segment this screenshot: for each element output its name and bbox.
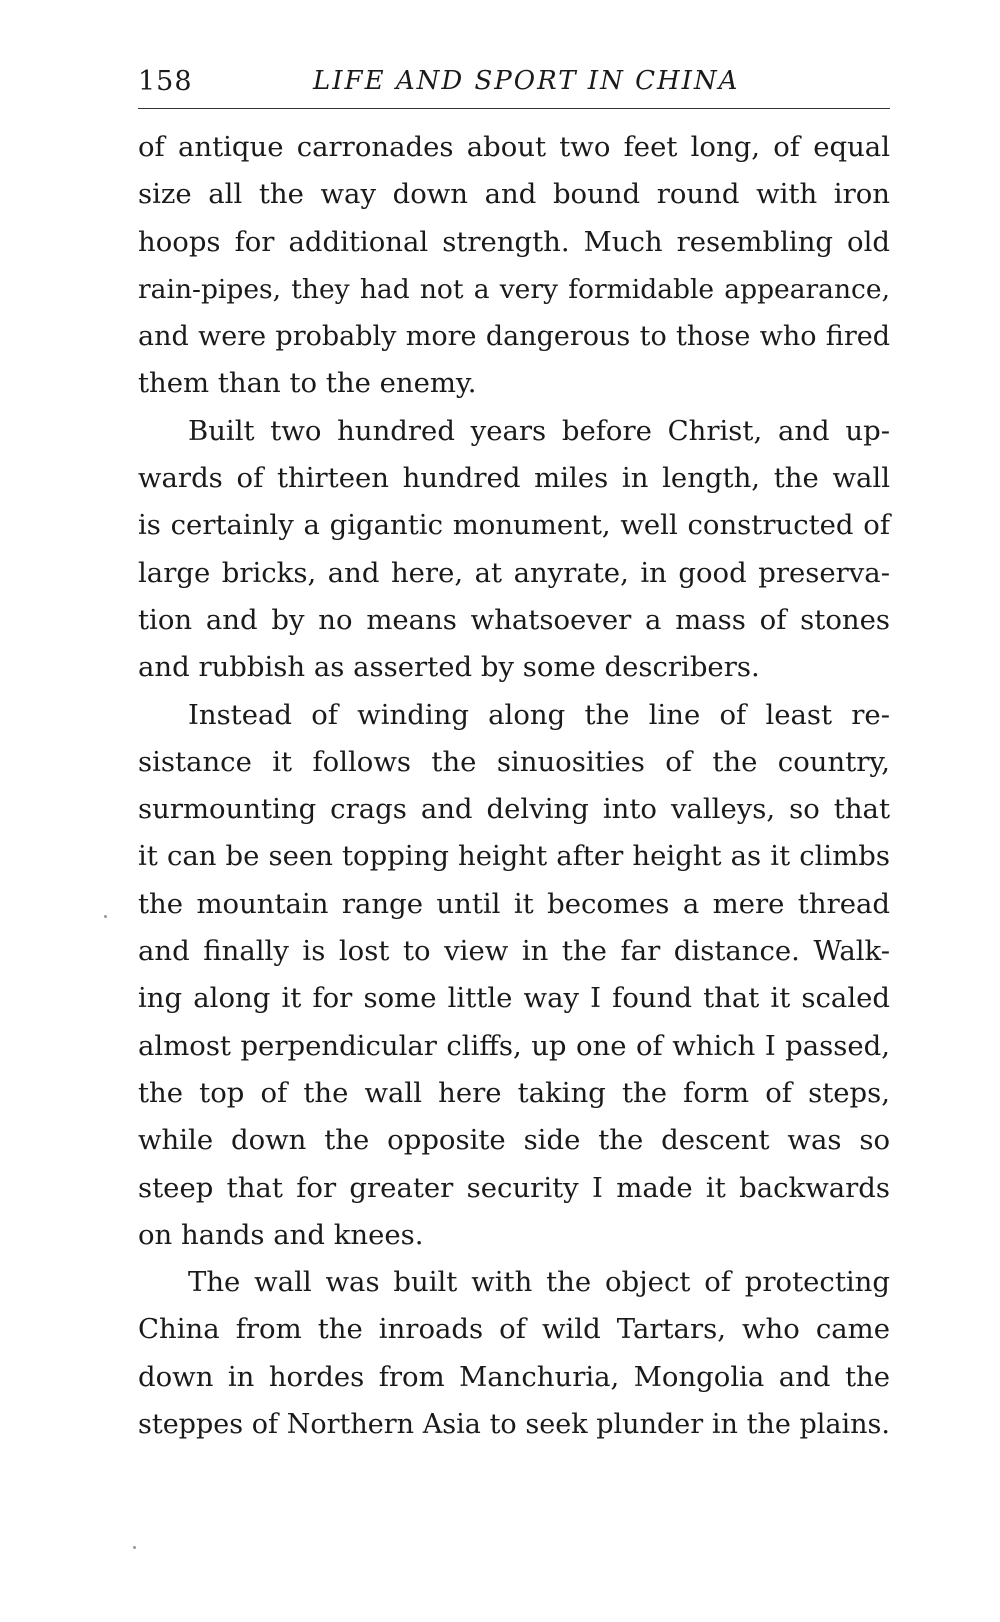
text-line: on hands and knees. xyxy=(138,1218,424,1251)
body-text xyxy=(138,124,890,1448)
text-line: hoops for additional strength. Much resembling old xyxy=(138,225,890,258)
text-line: and rubbish as asserted by some describers. xyxy=(138,651,760,684)
text-line: Instead of winding along the line of least re- xyxy=(188,698,890,731)
paragraph-1 xyxy=(138,124,890,408)
paragraph-2 xyxy=(138,408,890,692)
paragraph-3 xyxy=(138,692,890,1260)
text-line: and were probably more dangerous to those who fired xyxy=(138,321,890,353)
text-line: the top of the wall here taking the form of steps, xyxy=(138,1076,890,1109)
text-line: wards of thirteen hundred miles in length, the wall xyxy=(138,462,890,495)
text-line: China from the inroads of wild Tartars, who came xyxy=(138,1313,890,1346)
text-line: tion and by no means whatsoever a mass of stones xyxy=(138,603,890,636)
text-line: is certainly a gigantic monument, well constructed of xyxy=(138,509,890,542)
page-header xyxy=(138,62,890,102)
text-line: and finally is lost to view in the far distance. Walk- xyxy=(138,935,890,968)
text-line: while down the opposite side the descent was so xyxy=(138,1124,890,1157)
running-title: LIFE AND SPORT IN CHINA xyxy=(313,66,740,96)
text-line: The wall was built with the object of protecting xyxy=(188,1266,890,1299)
text-line: almost perpendicular cliffs, up one of which I passed, xyxy=(138,1029,890,1062)
text-line: surmounting crags and delving into valleys, so that xyxy=(138,793,890,826)
text-line: rain-pipes, they had not a very formidable appearance, xyxy=(138,273,890,305)
text-line: large bricks, and here, at anyrate, in good preserva- xyxy=(138,556,890,589)
text-line: it can be seen topping height after height as it climbs xyxy=(138,840,890,873)
text-line: Built two hundred years before Christ, and up- xyxy=(188,414,890,447)
text-line: them than to the enemy. xyxy=(138,367,477,400)
text-line: size all the way down and bound round with iron xyxy=(138,178,890,211)
text-line: of antique carronades about two feet long, of equal xyxy=(138,131,890,163)
text-line: steep that for greater security I made it backwards xyxy=(138,1171,890,1204)
text-line: the mountain range until it becomes a mere thread xyxy=(138,887,890,920)
page-number: 158 xyxy=(138,66,193,97)
text-line: down in hordes from Manchuria, Mongolia and the xyxy=(138,1360,890,1393)
margin-speck xyxy=(104,915,107,918)
text-line: steppes of Northern Asia to seek plunder in the plains. xyxy=(138,1409,890,1441)
header-rule xyxy=(138,108,890,109)
text-line: ing along it for some little way I found that it scaled xyxy=(138,982,890,1015)
paragraph-4 xyxy=(138,1259,890,1448)
text-line: sistance it follows the sinuosities of the country, xyxy=(138,745,890,778)
margin-speck xyxy=(133,1546,136,1549)
